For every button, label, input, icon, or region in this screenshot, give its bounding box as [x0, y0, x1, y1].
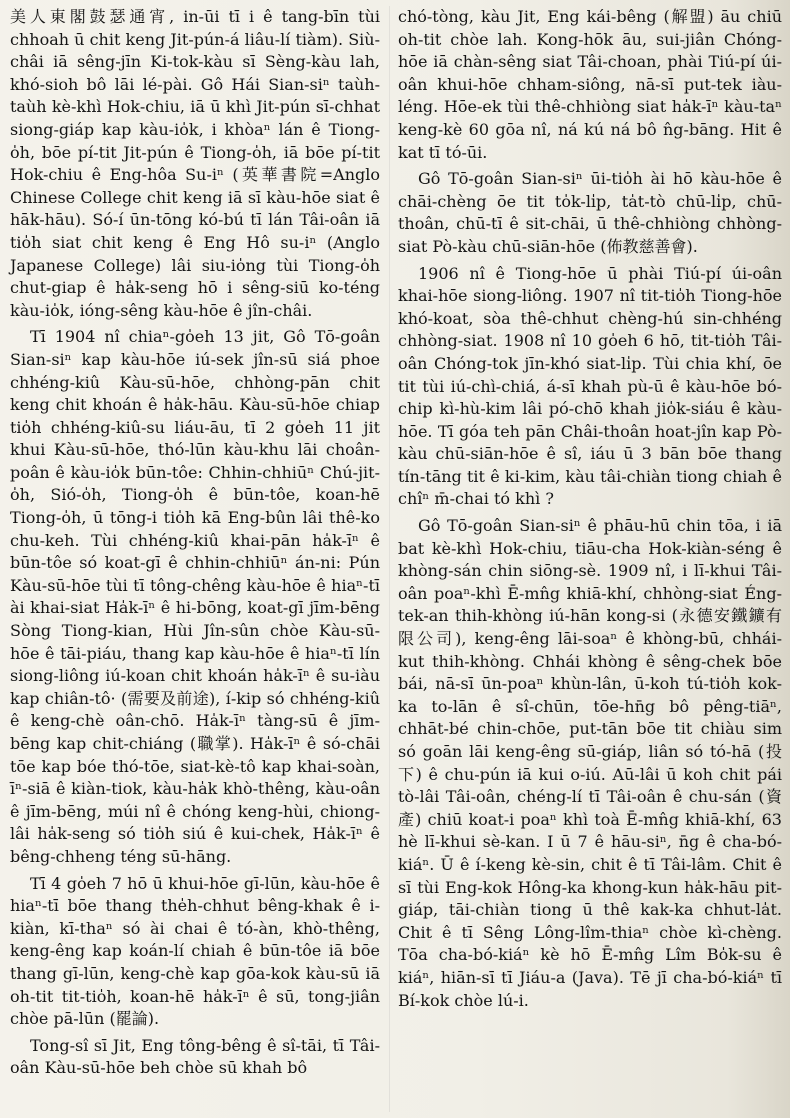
paragraph: Gô Tō-goân Sian-siⁿ ê phāu-hū chin tōa, i iā bat kè-khì Hok-chiu, tiāu-cha Hok-kiàn-séng ê khòng-sán chin siōng-sè. 1909 nî, i lī-khui Tâi-oân poaⁿ-khì Ē-mn̂g khiā-khí, chhòng-siat Éng-tek-an thih-khòng iú-hān kong-si (永德安鐵鑛有限公司), keng-êng lāi-soaⁿ ê khòng-bū, chhái-kut thih-khòng. Chhái khòng ê sêng-chek bōe bái, nā-sī ūn-poaⁿ khùn-lân, ū-koh tú-tio̍h kok-ka to-lān ê sî-chūn, tōe-hn̄g bô pêng-tiāⁿ, chhāt-bé chin-chōe, put-tān bōe tit chiàu sim só goān lāi keng-êng sū-giáp, liân só tó-hā (投下) ê chu-pún iā kui o-iú. Aū-lâi ū koh chit pái tò-lâi Tâi-oân, chéng-lí tī Tâi-oân ê chu-sán (資產) chiū koat-i poaⁿ khì toà Ē-mn̂g khiā-khí, 63 hè lī-khui sè-kan. I ū 7 ê hāu-siⁿ, n̄g ê cha-bó-kiáⁿ. Ū ê í-keng kè-sin, chit ê tī Tâi-lâm. Chit ê sī tùi Eng-kok Hông-ka khong-kun ha̍k-hāu pit-giáp, tāi-chiàn tiong ū thê kak-ka chhut-la̍t. Chit ê tī Sêng Lông-lîm-thiaⁿ chòe kì-chèng. Tōa cha-bó-kiáⁿ kè hō Ē-mn̂g Lîm Bo̍k-su ê kiáⁿ, hiān-sī tī Jiáu-a (Java). Tē jī cha-bó-kiáⁿ tī Bí-kok chòe lú-i. [398, 516, 782, 1010]
paragraph: Tī 4 go̍eh 7 hō ū khui-hōe gī-lūn, kàu-hōe ê hiaⁿ-tī bōe thang the̍h-chhut bêng-khak ê i-kiàn, kī-thaⁿ só ài chai ê tó-àn, khò-thêng, keng-êng kap koán-lí chiah ê būn-tôe iā bōe thang gī-lūn, keng-chè kap gōa-kok kàu-sū iā oh-tit tit-tio̍h, koan-hē ha̍k-īⁿ ê sū, tong-jiân chòe pā-lūn (罷論). [10, 873, 380, 1029]
paragraph: Tī 1904 nî chiaⁿ-go̍eh 13 jit, Gô Tō-goân Sian-siⁿ kap kàu-hōe iú-sek jîn-sū siá phoe chhéng-kiû Kàu-sū-hōe, chhòng-pān chit keng chit khoán ê ha̍k-hāu. Kàu-sū-hōe chiap tio̍h chhéng-kiû-su liáu-āu, tī 2 go̍eh 11 jit khui Kàu-sū-hōe, thó-lūn kàu-khu lāi choân-poân ê kàu-io̍k būn-tôe: Chhin-chhiūⁿ Chú-jit-o̍h, Sió-o̍h, Tiong-o̍h ê būn-tôe, koan-hē Tiong-o̍h, ū tōng-i tio̍h kā Eng-bûn lâi thê-ko chu-keh. Tùi chhéng-kiû khai-pān ha̍k-īⁿ ê būn-tôe só koat-gī ê chhin-chhiūⁿ án-ni: Pún Kàu-sū-hōe tùi tī tông-chêng kàu-hōe ê hiaⁿ-tī ài khai-siat Ha̍k-īⁿ ê hi-bōng, koat-gī jīm-bēng Sòng Tiong-kian, Hùi Jîn-sûn chòe Kàu-sū-hōe ê tāi-piáu, thang kap kàu-hōe ê hiaⁿ-tī lín siong-liông iú-koan chit khoán ha̍k-īⁿ ê su-iàu kap chiân-tô· (需要及前途), í-kip só chhéng-kiû ê keng-chè oân-chō. Ha̍k-īⁿ tàng-sū ê jīm-bēng kap chit-chiáng (職掌). Ha̍k-īⁿ ê só-chāi tōe kap bóe thó-tōe, siat-kè-tô kap khai-soàn, īⁿ-siā ê kiàn-tiok, kàu-ha̍k khò-thêng, kàu-oân ê jīm-bēng, múi nî ê chóng keng-hùi, chiong-lâi ha̍k-seng só tio̍h siú ê kui-chek, Ha̍k-īⁿ ê bêng-chheng téng sū-hāng. [10, 327, 380, 866]
column-divider [389, 6, 390, 1112]
paragraph: 1906 nî ê Tiong-hōe ū phài Tiú-pí úi-oân khai-hōe siong-liông. 1907 nî tit-tio̍h Tiong-hōe khó-koat, sòa thê-chhut chèng-hú sin-chhéng chhòng-siat. 1908 nî 10 go̍eh 6 hō, tit-tio̍h Tâi-oân Chóng-tok jīn-khó siat-li̍p. Tùi chia khí, ōe tit tùi iú-chì-chiá, á-sī khah pù-ū ê kàu-hōe bó-chip kì-hù-kim lâi pó-chō khah jio̍k-siáu ê kàu-hōe. Tī góa teh pān Châi-thoân hoat-jîn kap Pò-kàu chū-siān-hōe ê sî, iáu ū 3 bān bōe thang tín-tāng tit ê ki-kim, kàu tâi-chiàn tiong chiah ê chîⁿ m̄-chai tó khì ? [398, 263, 782, 509]
paragraph: chó-tòng, kàu Jit, Eng kái-bêng (解盟) āu chiū oh-tit chòe lah. Kong-hōk āu, sui-jiân Chóng-hōe iā chàn-sêng siat Tâi-choan, phài Tiú-pí úi-oân khui-hōe chham-siông, nā-sī put-tek iàu-léng. Hōe-ek tùi thê-chhiòng siat ha̍k-īⁿ kàu-taⁿ keng-kè 60 gōa nî, ná kú ná bô n̂g-bāng. Hit ê kat tī tó-ūi. [398, 7, 782, 162]
right-column [398, 6, 782, 1016]
paragraph: Tong-sî sī Jit, Eng tông-bêng ê sî-tāi, tī Tâi-oân Kàu-sū-hōe beh chòe sū khah bô [10, 1035, 380, 1078]
paragraph: Gô Tō-goân Sian-siⁿ ūi-tio̍h ài hō kàu-hōe ê chāi-chèng ōe tit to̍k-li̍p, ta̍t-tò chū-li̍p, chū-thoân, chū-tī ê sit-chāi, ū thê-chhiòng chhòng-siat Pò-kàu chū-siān-hōe (佈教慈善會). [398, 169, 782, 256]
left-column [10, 6, 380, 1084]
paragraph: 美人東閣鼓瑟通宵, in-ūi tī i ê tang-bīn tùi chhoah ū chit keng Jit-pún-á liâu-lí tiàm). Siù-châi iā sêng-jīn Ki-tok-kàu sī Sèng-kàu lah, khó-sioh bô lāi lé-pài. Gô Hái Sian-siⁿ taùh-taùh kè-khì Hok-chiu, iā ū khì Jit-pún sī-chhat siong-giáp kap kàu-io̍k, i khòaⁿ lán ê Tiong-o̍h, bōe pí-tit Jit-pún ê Tiong-o̍h, iā bōe pí-tit Hok-chiu ê Eng-hôa Su-iⁿ (英華書院=Anglo Chinese College chit keng iā sī kàu-hōe siat ê hāk-hāu). Só-í ūn-tōng kó-bú tī lán Tâi-oân iā tio̍h siat chit keng ê Eng Hô su-iⁿ (Anglo Japanese College) lâi siu-io̍ng tùi Tiong-o̍h chut-giap ê ha̍k-seng hō i sêng-siū ko-téng kàu-io̍k, ióng-sêng kàu-hōe ê jîn-châi. [10, 7, 380, 320]
